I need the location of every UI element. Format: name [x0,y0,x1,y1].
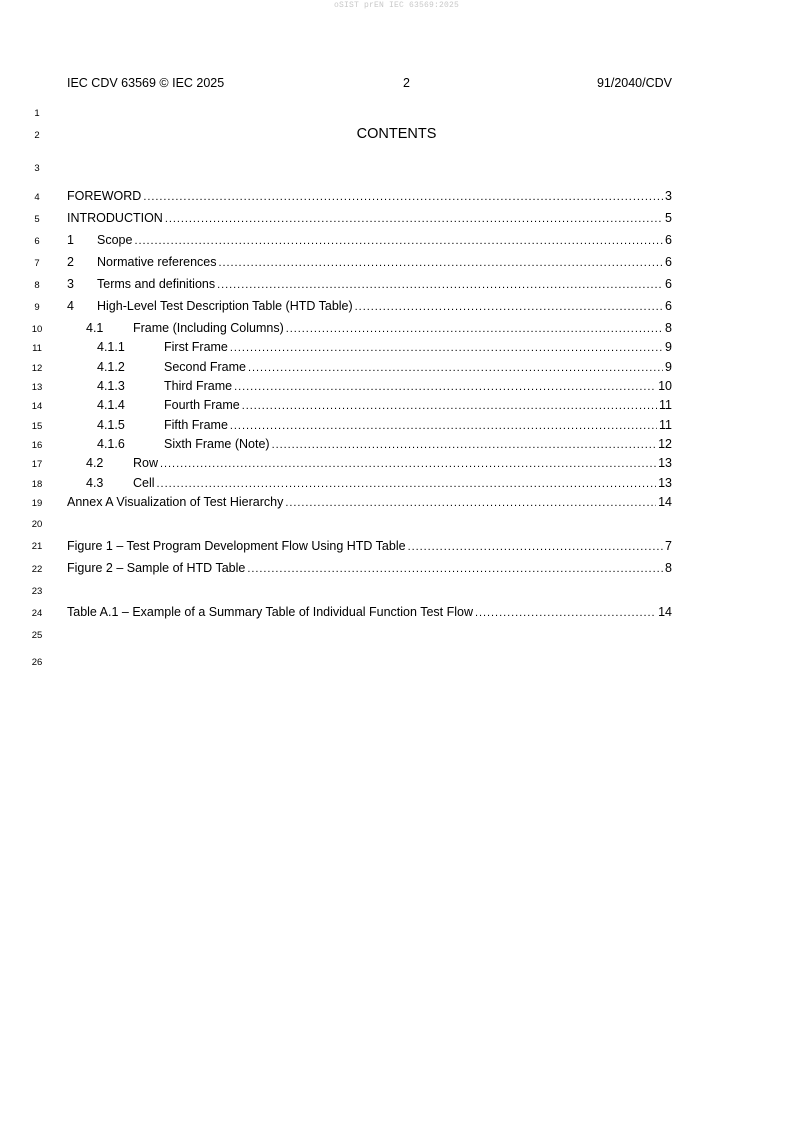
line-number: 22 [31,564,43,575]
toc-section-number: 1 [67,233,74,247]
toc-page-number: 10 [658,379,672,393]
toc-page-number: 14 [658,605,672,619]
toc-entry-title: Normative references [97,255,217,269]
toc-entry-frame[interactable] [67,321,672,337]
toc-entry-fourth-frame[interactable] [67,398,672,414]
toc-page-number: 6 [665,299,672,313]
toc-section-number: 2 [67,255,74,269]
dot-leader [230,418,657,432]
toc-entry-fifth-frame[interactable] [67,418,672,434]
toc-page-number: 5 [665,211,672,225]
toc-entry-title: Second Frame [164,360,246,374]
toc-page-number: 13 [658,476,672,490]
toc-entry-terms-and-definitions[interactable] [67,277,672,293]
toc-entry-figure-1[interactable] [67,539,672,555]
toc-entry-title: Figure 1 – Test Program Development Flow Using HTD Table [67,539,406,553]
dot-leader [475,605,656,619]
toc-page-number: 11 [659,398,672,412]
dot-leader [219,255,664,269]
line-number: 17 [31,459,43,470]
dot-leader [143,189,663,203]
dot-leader [157,476,657,490]
toc-page-number: 3 [665,189,672,203]
toc-entry-title: Annex A Visualization of Test Hierarchy [67,495,284,509]
line-number: 21 [31,541,43,552]
toc-entry-title: Frame (Including Columns) [133,321,284,335]
toc-page-number: 9 [665,360,672,374]
toc-entry-scope[interactable] [67,233,672,249]
dot-leader [134,233,663,247]
toc-section-number: 4.1.5 [97,418,125,432]
header-reference: 91/2040/CDV [596,76,672,90]
toc-entry-normative-references[interactable] [67,255,672,271]
toc-entry-cell[interactable] [67,476,672,492]
watermark: oSIST prEN IEC 63569:2025 [333,1,460,10]
line-number: 3 [34,163,40,174]
toc-entry-htd-table[interactable] [67,299,672,315]
toc-page-number: 6 [665,277,672,291]
line-number: 10 [31,324,43,335]
dot-leader [234,379,656,393]
toc-section-number: 3 [67,277,74,291]
line-number: 24 [31,608,43,619]
toc-entry-third-frame[interactable] [67,379,672,395]
toc-section-number: 4 [67,299,74,313]
line-number: 4 [34,192,40,203]
toc-section-number: 4.1.6 [97,437,125,451]
line-number: 8 [34,280,40,291]
line-number: 1 [34,108,40,119]
toc-entry-title: FOREWORD [67,189,142,203]
dot-leader [160,456,656,470]
line-number: 14 [31,401,43,412]
dot-leader [165,211,663,225]
toc-entry-table-a1[interactable] [67,605,672,621]
toc-page-number: 12 [658,437,672,451]
toc-entry-row[interactable] [67,456,672,472]
toc-section-number: 4.1.1 [97,340,125,354]
header-document-id: IEC CDV 63569 © IEC 2025 [67,76,225,90]
line-number: 16 [31,440,43,451]
line-number: 26 [31,657,43,668]
toc-entry-sixth-frame[interactable] [67,437,672,453]
dot-leader [242,398,657,412]
toc-entry-second-frame[interactable] [67,360,672,376]
toc-entry-title: Third Frame [164,379,233,393]
line-number: 19 [31,498,43,509]
toc-entry-title: Fifth Frame [164,418,228,432]
dot-leader [217,277,663,291]
line-number: 7 [34,258,40,269]
toc-entry-figure-2[interactable] [67,561,672,577]
toc-entry-title: Fourth Frame [164,398,240,412]
dot-leader [286,321,663,335]
line-number: 6 [34,236,40,247]
toc-entry-introduction[interactable] [67,211,672,227]
toc-entry-title: Row [133,456,159,470]
toc-entry-title: Terms and definitions [97,277,216,291]
toc-page-number: 6 [665,255,672,269]
dot-leader [272,437,657,451]
dot-leader [285,495,656,509]
toc-page-number: 6 [665,233,672,247]
line-number: 25 [31,630,43,641]
header-page-number: 2 [403,76,410,90]
toc-page-number: 11 [659,418,672,432]
toc-entry-first-frame[interactable] [67,340,672,356]
dot-leader [248,360,663,374]
toc-entry-title: Scope [97,233,133,247]
page-title: CONTENTS [356,126,437,142]
toc-entry-title: Figure 2 – Sample of HTD Table [67,561,246,575]
toc-entry-title: INTRODUCTION [67,211,163,225]
toc-entry-title: High-Level Test Description Table (HTD Table) [97,299,353,313]
line-number: 15 [31,421,43,432]
toc-page-number: 8 [665,321,672,335]
toc-page-number: 13 [658,456,672,470]
toc-page-number: 7 [665,539,672,553]
line-number: 20 [31,519,43,530]
dot-leader [408,539,663,553]
line-number: 11 [32,343,42,354]
toc-page-number: 14 [658,495,672,509]
line-number: 18 [31,479,43,490]
toc-section-number: 4.1 [86,321,104,335]
toc-section-number: 4.3 [86,476,104,490]
toc-section-number: 4.1.2 [97,360,125,374]
line-number: 23 [31,586,43,597]
toc-section-number: 4.2 [86,456,104,470]
toc-section-number: 4.1.3 [97,379,125,393]
toc-entry-annex-a[interactable] [67,495,672,511]
toc-entry-title: Sixth Frame (Note) [164,437,270,451]
toc-entry-foreword[interactable] [67,189,672,205]
dot-leader [355,299,663,313]
line-number: 9 [34,302,40,313]
toc-section-number: 4.1.4 [97,398,125,412]
line-number: 5 [34,214,40,225]
toc-page-number: 8 [665,561,672,575]
toc-page-number: 9 [665,340,672,354]
toc-entry-title: Table A.1 – Example of a Summary Table of Individual Function Test Flow [67,605,473,619]
dot-leader [247,561,663,575]
dot-leader [230,340,663,354]
toc-entry-title: Cell [133,476,155,490]
line-number: 13 [31,382,43,393]
line-number: 12 [31,363,43,374]
line-number: 2 [34,130,40,141]
toc-entry-title: First Frame [164,340,228,354]
